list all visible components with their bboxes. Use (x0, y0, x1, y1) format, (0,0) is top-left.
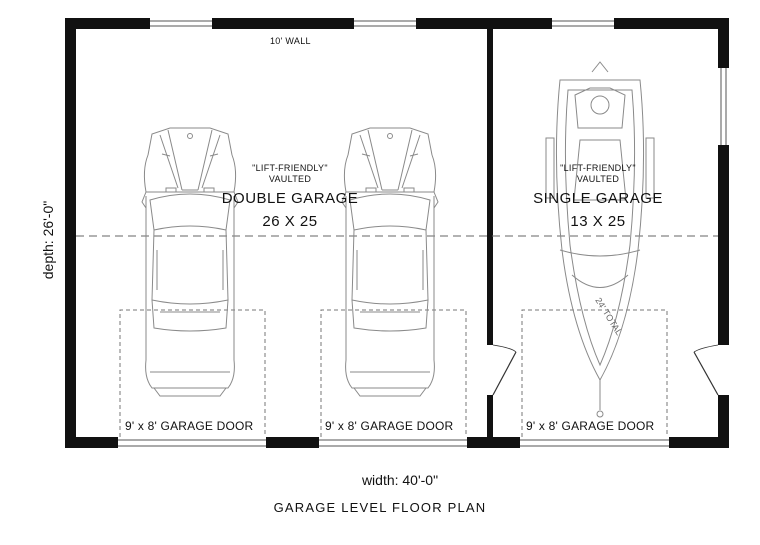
width-dimension: width: 40'-0" (361, 472, 439, 488)
garage-door-label-3: 9' x 8' GARAGE DOOR (526, 419, 655, 433)
double-garage-note-line1: "LIFT-FRIENDLY" (252, 163, 328, 173)
plan-title: GARAGE LEVEL FLOOR PLAN (273, 500, 487, 515)
boat-length-note: 24' TOTAL (593, 295, 625, 337)
garage-door-label-2: 9' x 8' GARAGE DOOR (325, 419, 454, 433)
double-garage-note-line2: VAULTED (268, 174, 312, 184)
single-garage-note-line1: "LIFT-FRIENDLY" (560, 163, 636, 173)
depth-dimension: depth: 26'-0" (40, 200, 56, 280)
wall-height-note: 10' WALL (270, 36, 311, 46)
garage-door-label-1: 9' x 8' GARAGE DOOR (125, 419, 254, 433)
single-garage-name: SINGLE GARAGE (533, 190, 663, 207)
single-garage-note-line2: VAULTED (576, 174, 620, 184)
double-garage-size: 26 X 25 (262, 213, 318, 230)
single-garage-size: 13 X 25 (570, 213, 626, 230)
double-garage-name: DOUBLE GARAGE (221, 190, 359, 207)
